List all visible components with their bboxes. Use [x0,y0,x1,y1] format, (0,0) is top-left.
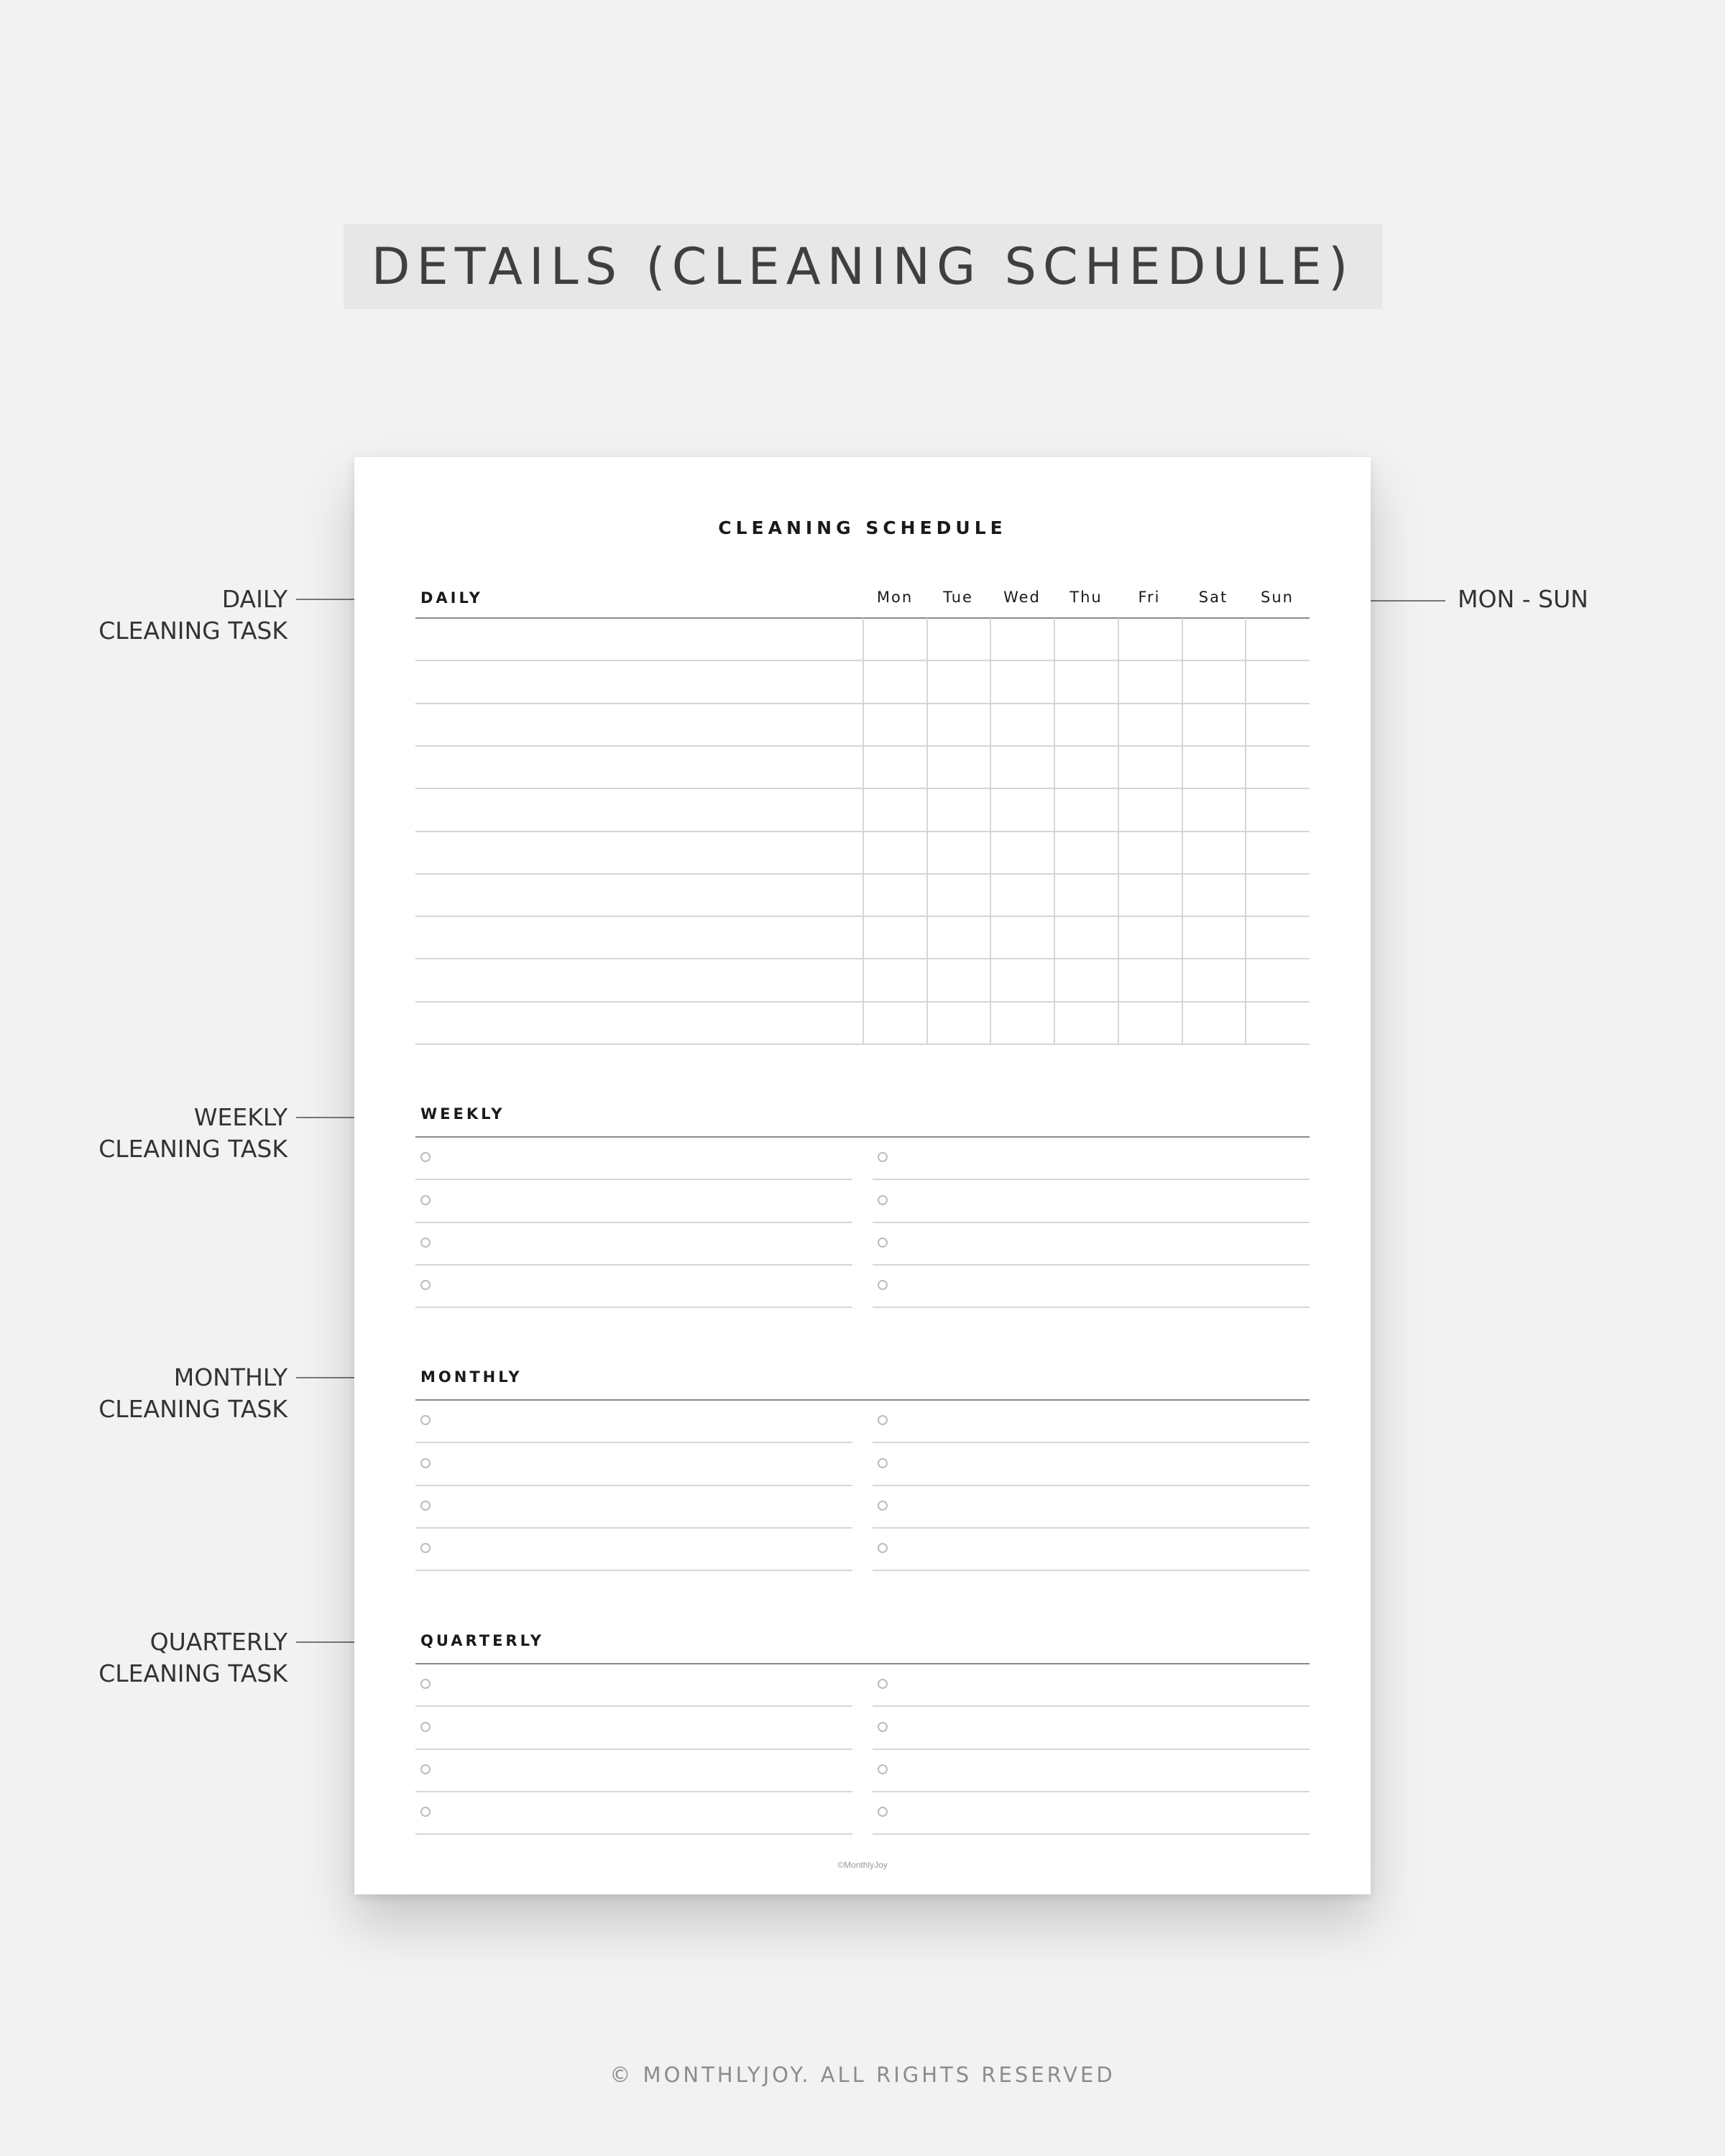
annotation-quarterly-line2: CLEANING TASK [98,1659,288,1687]
daily-section-label: DAILY [420,589,483,607]
quarterly-row-line [873,1833,1310,1835]
monthly-checkbox-icon [878,1458,888,1468]
monthly-row-line [873,1442,1310,1443]
monthly-header-rule [415,1399,1310,1401]
daily-column-line [1182,618,1183,1044]
monthly-row-line [415,1485,852,1486]
quarterly-row-line [873,1791,1310,1792]
document-copyright: ©MonthlyJoy [837,1860,888,1870]
daily-column-line [1245,618,1246,1044]
weekly-checkbox-icon [878,1280,888,1290]
day-header-sat: Sat [1198,589,1228,606]
quarterly-row-line [415,1705,852,1707]
daily-column-line [990,618,991,1044]
day-header-wed: Wed [1003,589,1041,606]
annotation-daily [0,584,288,647]
annotation-weekly-line2: CLEANING TASK [98,1135,288,1163]
weekly-checkbox-icon [878,1238,888,1248]
weekly-checkbox-icon [878,1152,888,1162]
quarterly-section-label: QUARTERLY [420,1632,544,1649]
monthly-row-line [873,1527,1310,1529]
quarterly-row-line [873,1749,1310,1750]
monthly-row-line [415,1570,852,1571]
daily-column-line [926,618,928,1044]
quarterly-row-line [873,1705,1310,1707]
quarterly-checkbox-icon [420,1679,431,1689]
monthly-row-line [873,1570,1310,1571]
weekly-row-line [873,1179,1310,1180]
daily-column-line [1118,618,1119,1044]
weekly-row-line [415,1264,852,1266]
annotation-quarterly [0,1626,288,1690]
annotation-monthly-line2: CLEANING TASK [98,1395,288,1423]
monthly-checkbox-icon [420,1501,431,1511]
monthly-checkbox-icon [878,1543,888,1553]
monthly-checkbox-icon [420,1415,431,1425]
weekly-row-line [873,1222,1310,1223]
day-header-fri: Fri [1138,589,1161,606]
monthly-checkbox-icon [878,1415,888,1425]
annotation-weekly-line1: WEEKLY [193,1103,288,1131]
quarterly-row-line [415,1791,852,1792]
weekly-row-line [415,1179,852,1180]
monthly-checkbox-icon [420,1543,431,1553]
monthly-row-line [873,1485,1310,1486]
annotation-quarterly-line1: QUARTERLY [150,1628,288,1656]
weekly-checkbox-icon [878,1195,888,1205]
weekly-checkbox-icon [420,1280,431,1290]
quarterly-row-line [415,1833,852,1835]
header-banner [344,224,1382,309]
weekly-checkbox-icon [420,1152,431,1162]
annotation-weekly [0,1102,288,1165]
monthly-row-line [415,1442,852,1443]
weekly-checkbox-icon [420,1238,431,1248]
day-header-thu: Thu [1070,589,1103,606]
quarterly-checkbox-icon [878,1679,888,1689]
weekly-row-line [873,1307,1310,1308]
document-title: CLEANING SCHEDULE [718,517,1007,538]
weekly-row-line [415,1307,852,1308]
daily-column-line [1054,618,1055,1044]
footer-copyright: © MONTHLYJOY. ALL RIGHTS RESERVED [610,2063,1116,2087]
day-header-mon: Mon [876,589,914,606]
quarterly-checkbox-icon [878,1807,888,1817]
day-header-sun: Sun [1261,589,1294,606]
weekly-checkbox-icon [420,1195,431,1205]
weekly-header-rule [415,1136,1310,1138]
annotation-daily-line1: DAILY [221,585,288,613]
weekly-section-label: WEEKLY [420,1105,505,1123]
annotation-monthly [0,1362,288,1425]
quarterly-checkbox-icon [420,1807,431,1817]
quarterly-checkbox-icon [878,1764,888,1774]
quarterly-checkbox-icon [420,1722,431,1732]
monthly-row-line [415,1527,852,1529]
day-header-tue: Tue [943,589,973,606]
quarterly-header-rule [415,1663,1310,1664]
quarterly-checkbox-icon [420,1764,431,1774]
daily-column-line [862,618,864,1044]
banner-title: DETAILS (CLEANING SCHEDULE) [371,237,1355,296]
quarterly-checkbox-icon [878,1722,888,1732]
cleaning-schedule-sheet [354,457,1371,1894]
monthly-checkbox-icon [420,1458,431,1468]
annotation-daily-line2: CLEANING TASK [98,617,288,645]
annotation-monthly-line1: MONTHLY [173,1363,288,1391]
weekly-row-line [873,1264,1310,1266]
annotation-days: MON - SUN [1458,585,1588,613]
monthly-checkbox-icon [878,1501,888,1511]
quarterly-row-line [415,1749,852,1750]
monthly-section-label: MONTHLY [420,1368,523,1386]
weekly-row-line [415,1222,852,1223]
